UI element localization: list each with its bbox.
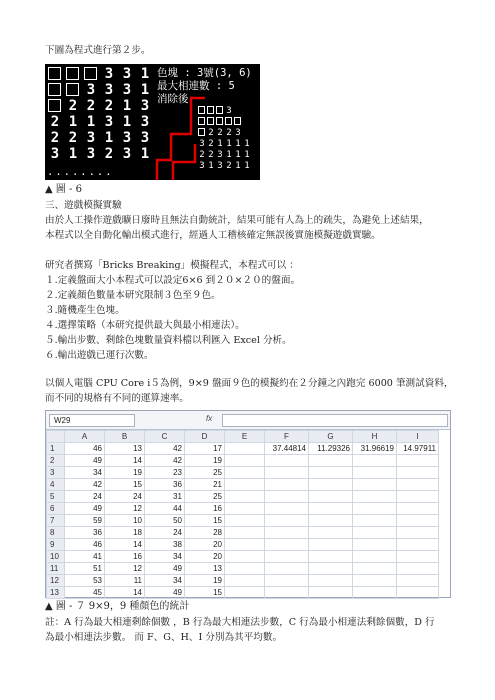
sheet-cell[interactable]: 31.96619 [353, 443, 397, 455]
sheet-cell[interactable] [353, 587, 397, 599]
mini-cell: 3 [235, 128, 241, 138]
mini-cell: 2 [226, 128, 232, 138]
info-line-2: 最大相連數 : 5 [157, 80, 235, 92]
board-cell: 3 [122, 130, 132, 146]
board-cell: 3 [104, 82, 114, 98]
sheet-grid [46, 430, 439, 599]
row-header[interactable]: 2 [47, 455, 65, 467]
list-item-5: ５.輸出步數、剩餘色塊數量資料檔以利匯入 Excel 分析。 [45, 335, 292, 346]
sheet-cell[interactable] [397, 455, 439, 467]
sheet-cell[interactable]: 50 [145, 515, 185, 527]
sheet-cell[interactable] [265, 515, 309, 527]
sheet-cell[interactable] [309, 455, 353, 467]
sheet-cell[interactable]: 25 [185, 491, 225, 503]
sheet-cell[interactable]: 14 [105, 539, 145, 551]
table-row [47, 587, 439, 599]
mini-cell: 2 [199, 150, 205, 160]
sheet-cell[interactable] [353, 539, 397, 551]
sheet-cell[interactable] [225, 563, 265, 575]
note-line-1: 註：A 行為最大相連剩餘個數 ，B 行為最大相連法步數，C 行為最小相連法剩餘個數，D 行 [45, 617, 435, 628]
table-row [47, 443, 439, 455]
spreadsheet [45, 410, 451, 598]
mini-cell: 1 [208, 161, 214, 171]
fig7-caption: ▲ 圖 - ７ 9×9，9 種顏色的統計 [45, 601, 190, 612]
column-header[interactable]: H [353, 431, 397, 443]
sheet-cell[interactable]: 49 [145, 563, 185, 575]
sheet-cell[interactable]: 11.29326 [309, 443, 353, 455]
table-row [47, 503, 439, 515]
sheet-cell[interactable] [353, 575, 397, 587]
mini-cell: 3 [217, 161, 223, 171]
sheet-cell[interactable]: 45 [65, 587, 105, 599]
board-cell: 1 [122, 98, 132, 114]
sheet-cell[interactable] [265, 467, 309, 479]
console-dots: ........ [47, 166, 114, 178]
table-row [47, 491, 439, 503]
table-row [47, 527, 439, 539]
intro-text: 下圖為程式進行第２步。 [45, 45, 151, 56]
sheet-cell[interactable] [265, 551, 309, 563]
sheet-cell[interactable]: 49 [65, 503, 105, 515]
board-cell: 3 [140, 98, 150, 114]
board-cell: 3 [122, 66, 132, 82]
formula-bar [46, 411, 450, 430]
board-cell: 2 [50, 130, 60, 146]
sheet-cell[interactable]: 51 [65, 563, 105, 575]
sheet-cell[interactable] [353, 479, 397, 491]
sheet-cell[interactable]: 36 [65, 527, 105, 539]
sheet-cell[interactable]: 13 [185, 563, 225, 575]
name-box[interactable]: W29 [49, 414, 135, 427]
sheet-cell[interactable] [309, 551, 353, 563]
table-row [47, 575, 439, 587]
sheet-cell[interactable] [397, 527, 439, 539]
row-header[interactable]: 9 [47, 539, 65, 551]
sheet-cell[interactable] [225, 551, 265, 563]
sheet-cell[interactable] [265, 527, 309, 539]
sheet-cell[interactable]: 34 [145, 575, 185, 587]
column-header[interactable] [47, 431, 65, 443]
mini-cell: 1 [235, 150, 241, 160]
sheet-cell[interactable]: 20 [185, 551, 225, 563]
sheet-cell[interactable] [225, 491, 265, 503]
sheet-cell[interactable] [353, 455, 397, 467]
sheet-cell[interactable]: 23 [145, 467, 185, 479]
sheet-cell[interactable] [353, 563, 397, 575]
sheet-cell[interactable]: 19 [185, 455, 225, 467]
formula-input[interactable] [222, 414, 448, 427]
sheet-cell[interactable]: 25 [185, 467, 225, 479]
sheet-cell[interactable] [309, 527, 353, 539]
sheet-cell[interactable] [265, 491, 309, 503]
table-row [47, 515, 439, 527]
sheet-cell[interactable]: 21 [185, 479, 225, 491]
note-line-2: 為最小相連法步數。 而 F、G、H、I 分別為其平均數。 [45, 632, 283, 643]
column-header[interactable]: I [397, 431, 439, 443]
row-header[interactable]: 11 [47, 563, 65, 575]
sheet-cell[interactable]: 34 [65, 467, 105, 479]
sheet-cell[interactable] [353, 467, 397, 479]
sheet-cell[interactable] [397, 503, 439, 515]
sheet-cell[interactable] [309, 491, 353, 503]
board-cell: 3 [86, 82, 96, 98]
sheet-cell[interactable]: 10 [105, 515, 145, 527]
table-row [47, 539, 439, 551]
board-cell: 1 [140, 146, 150, 162]
row-header[interactable]: 3 [47, 467, 65, 479]
sheet-cell[interactable]: 19 [105, 467, 145, 479]
list-item-6: ６.輸出遊戲已運行次數。 [45, 350, 154, 361]
sheet-cell[interactable]: 34 [145, 551, 185, 563]
sheet-cell[interactable] [225, 467, 265, 479]
sheet-cell[interactable] [353, 527, 397, 539]
sheet-cell[interactable] [397, 587, 439, 599]
sheet-cell[interactable]: 24 [145, 527, 185, 539]
sheet-cell[interactable]: 20 [185, 539, 225, 551]
sheet-cell[interactable]: 16 [105, 551, 145, 563]
column-header[interactable]: A [65, 431, 105, 443]
table-row [47, 479, 439, 491]
row-header[interactable]: 1 [47, 443, 65, 455]
mini-cell: 3 [217, 150, 223, 160]
board-cell: 2 [68, 98, 78, 114]
para2-text: 研究者撰寫「Bricks Breaking」模擬程式，本程式可以 ： [45, 260, 299, 271]
sheet-cell[interactable] [225, 539, 265, 551]
mini-cell: 1 [235, 139, 241, 149]
board-cell: 1 [140, 66, 150, 82]
sheet-cell[interactable]: 49 [145, 587, 185, 599]
sheet-cell[interactable]: 44 [145, 503, 185, 515]
sheet-cell[interactable]: 19 [185, 575, 225, 587]
column-header[interactable]: G [309, 431, 353, 443]
sheet-cell[interactable] [225, 575, 265, 587]
sheet-cell[interactable]: 13 [105, 443, 145, 455]
board-cell: 2 [68, 130, 78, 146]
sheet-cell[interactable]: 14 [105, 587, 145, 599]
sheet-cell[interactable] [265, 479, 309, 491]
row-header[interactable]: 10 [47, 551, 65, 563]
mini-cell: 2 [217, 128, 223, 138]
board-cell: 3 [104, 66, 114, 82]
sheet-cell[interactable]: 42 [145, 443, 185, 455]
list-item-3: ３.隨機產生色塊。 [45, 305, 125, 316]
sheet-cell[interactable]: 59 [65, 515, 105, 527]
info-line-1: 色塊 : 3號(3, 6) [157, 67, 252, 79]
board-cell: 1 [122, 114, 132, 130]
sheet-cell[interactable]: 41 [65, 551, 105, 563]
row-header[interactable]: 13 [47, 587, 65, 599]
sheet-cell[interactable] [353, 515, 397, 527]
column-header[interactable]: C [145, 431, 185, 443]
info-line-3: 消除後 [157, 93, 189, 105]
row-header[interactable]: 8 [47, 527, 65, 539]
para1-line-2: 本程式以全自動化輸出模式進行，經過人工稽核確定無誤後實施模擬遊戲實驗。 [45, 230, 381, 241]
sheet-cell[interactable]: 42 [65, 479, 105, 491]
mini-cell: 2 [208, 139, 214, 149]
sheet-cell[interactable]: 15 [185, 515, 225, 527]
sheet-cell[interactable] [397, 467, 439, 479]
column-header[interactable]: D [185, 431, 225, 443]
sheet-cell[interactable] [225, 479, 265, 491]
sheet-cell[interactable] [309, 479, 353, 491]
board-cell: 1 [68, 114, 78, 130]
sheet-cell[interactable]: 38 [145, 539, 185, 551]
fig6-caption: ▲ 圖 - 6 [45, 184, 82, 195]
sheet-cell[interactable]: 18 [105, 527, 145, 539]
sheet-cell[interactable]: 53 [65, 575, 105, 587]
sheet-cell[interactable]: 42 [145, 455, 185, 467]
board-cell: 3 [140, 130, 150, 146]
sheet-cell[interactable] [353, 491, 397, 503]
sheet-cell[interactable] [225, 527, 265, 539]
mini-cell: 2 [208, 150, 214, 160]
mini-cell: 1 [226, 150, 232, 160]
sheet-cell[interactable] [265, 455, 309, 467]
sheet-cell[interactable] [225, 443, 265, 455]
sheet-cell[interactable] [397, 551, 439, 563]
sheet-cell[interactable]: 12 [105, 563, 145, 575]
sheet-cell[interactable]: 24 [65, 491, 105, 503]
sheet-cell[interactable]: 28 [185, 527, 225, 539]
row-header[interactable]: 4 [47, 479, 65, 491]
sheet-cell[interactable] [225, 515, 265, 527]
mini-cell: 1 [226, 139, 232, 149]
table-row [47, 467, 439, 479]
sheet-cell[interactable] [397, 563, 439, 575]
mini-cell: 3 [226, 106, 232, 116]
section-title: 三、遊戲模擬實驗 [45, 200, 122, 211]
table-row [47, 563, 439, 575]
mini-cell: 1 [217, 139, 223, 149]
sheet-cell[interactable] [309, 467, 353, 479]
para3-line-2: 而不同的規格有不同的運算速率。 [45, 393, 189, 404]
sheet-cell[interactable] [309, 503, 353, 515]
sheet-cell[interactable] [353, 503, 397, 515]
board-cell: 2 [86, 98, 96, 114]
sheet-cell[interactable]: 46 [65, 539, 105, 551]
list-item-4: ４.選擇策略（本研究提供最大與最小相連法）。 [45, 320, 245, 331]
sheet-cell[interactable]: 49 [65, 455, 105, 467]
row-header[interactable]: 12 [47, 575, 65, 587]
column-header[interactable]: E [225, 431, 265, 443]
row-header[interactable]: 6 [47, 503, 65, 515]
mini-cell: 2 [226, 161, 232, 171]
sheet-cell[interactable] [265, 563, 309, 575]
sheet-cell[interactable]: 17 [185, 443, 225, 455]
fx-label: fx [206, 414, 213, 423]
board-cell: 3 [104, 114, 114, 130]
list-item-2: ２.定義顏色數量本研究限制３色至９色。 [45, 290, 221, 301]
sheet-cell[interactable]: 11 [105, 575, 145, 587]
sheet-cell[interactable] [397, 491, 439, 503]
mini-cell: 1 [244, 161, 250, 171]
sheet-cell[interactable]: 16 [185, 503, 225, 515]
sheet-cell[interactable] [309, 563, 353, 575]
mini-cell: 1 [244, 150, 250, 160]
sheet-cell[interactable] [225, 455, 265, 467]
table-row [47, 455, 439, 467]
table-row [47, 551, 439, 563]
sheet-cell[interactable] [309, 587, 353, 599]
mini-cell: 1 [235, 161, 241, 171]
mini-cell: 2 [208, 128, 214, 138]
sheet-cell[interactable] [309, 575, 353, 587]
mini-cell: 3 [199, 139, 205, 149]
sheet-cell[interactable]: 31 [145, 491, 185, 503]
board-cell: 1 [140, 82, 150, 98]
sheet-cell[interactable]: 24 [105, 491, 145, 503]
row-header[interactable]: 7 [47, 515, 65, 527]
sheet-cell[interactable]: 14 [105, 455, 145, 467]
board-cell: 1 [104, 130, 114, 146]
sheet-cell[interactable]: 36 [145, 479, 185, 491]
board-cell: 3 [122, 82, 132, 98]
board-cell: 2 [104, 146, 114, 162]
sheet-cell[interactable] [265, 539, 309, 551]
sheet-cell[interactable] [265, 575, 309, 587]
board-cell: 3 [122, 146, 132, 162]
sheet-cell[interactable] [309, 515, 353, 527]
column-header[interactable]: F [265, 431, 309, 443]
para3-line-1: 以個人電腦 CPU Core i５為例，9×9 盤面９色的模擬約在２分鐘之內跑完 6000 筆測試資料， [45, 378, 454, 389]
mini-cell: 3 [199, 161, 205, 171]
sheet-cell[interactable]: 46 [65, 443, 105, 455]
sheet-cell[interactable] [309, 539, 353, 551]
sheet-cell[interactable] [397, 515, 439, 527]
board-cell: 3 [86, 146, 96, 162]
sheet-cell[interactable] [265, 587, 309, 599]
sheet-cell[interactable]: 15 [105, 479, 145, 491]
sheet-cell[interactable]: 14.97911 [397, 443, 439, 455]
sheet-cell[interactable]: 15 [185, 587, 225, 599]
sheet-cell[interactable] [397, 539, 439, 551]
sheet-cell[interactable] [225, 503, 265, 515]
sheet-cell[interactable] [353, 551, 397, 563]
row-header[interactable]: 5 [47, 491, 65, 503]
board-cell: 2 [104, 98, 114, 114]
column-header[interactable]: B [105, 431, 145, 443]
para1-line-1: 由於人工操作遊戲曠日廢時且無法自動統計，結果可能有人為上的疏失，為避免上述結果， [45, 215, 429, 226]
sheet-cell[interactable] [397, 479, 439, 491]
sheet-cell[interactable]: 12 [105, 503, 145, 515]
sheet-cell[interactable]: 37.44814 [265, 443, 309, 455]
console-figure [45, 64, 260, 180]
board-cell: 1 [86, 114, 96, 130]
board-cell: 3 [86, 130, 96, 146]
board-cell: 1 [68, 146, 78, 162]
sheet-cell[interactable] [397, 575, 439, 587]
board-cell: 3 [140, 114, 150, 130]
board-cell: 2 [50, 114, 60, 130]
sheet-cell[interactable] [265, 503, 309, 515]
board-cell: 3 [50, 146, 60, 162]
sheet-cell[interactable] [225, 587, 265, 599]
list-item-1: １.定義盤面大小本程式可以設定6×6 到２０×２０的盤面。 [45, 275, 301, 286]
mini-cell: 1 [244, 139, 250, 149]
